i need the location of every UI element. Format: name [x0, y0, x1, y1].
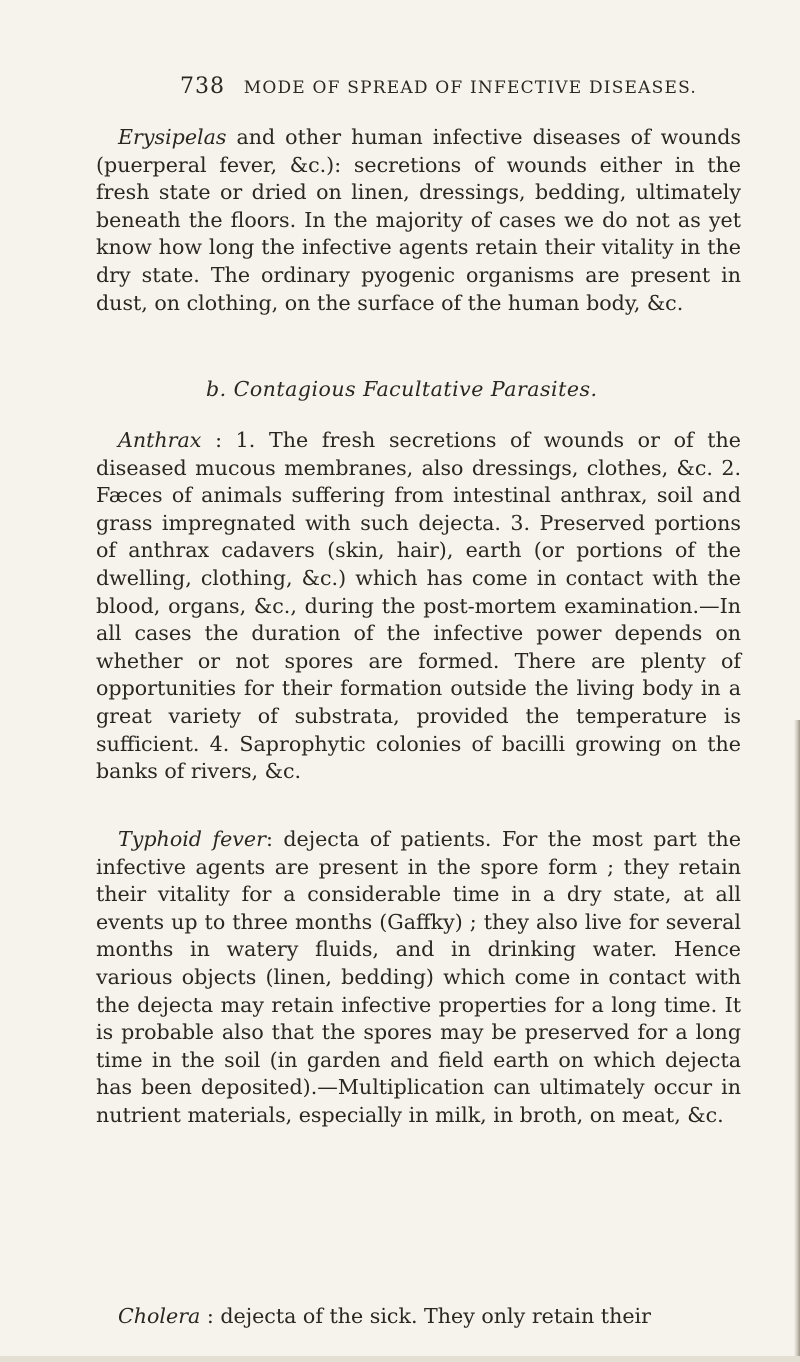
paragraph-text: and other human infective diseases of wounds (puerperal fever, &c.): secretions of wounds either in the fresh state or dried on linen, dressings, bedding, ultimately beneath the floors. In the majority of cases we do not as yet know how long the infective agents retain their vitality in the dry state. The ordinary pyogenic organisms are present in dust, on clothing, on the surface of the human body, &c. [96, 125, 741, 315]
paragraph-text: : dejecta of the sick. They only retain their [200, 1304, 651, 1328]
lead-term: Typhoid fever [118, 827, 266, 851]
lead-term: Cholera [118, 1304, 201, 1328]
lead-term: Erysipelas [118, 125, 227, 149]
paragraph-typhoid [96, 826, 741, 1130]
lead-term: Anthrax [118, 428, 202, 452]
paragraph-cholera [96, 1303, 741, 1331]
page-edge-shadow [794, 720, 800, 1362]
paragraph-text: : 1. The fresh secretions of wounds or of the diseased mucous membranes, also dressings, clothes, &c. 2. Fæces of animals suffering from intestinal anthrax, soil and grass impregnated with such dejecta. 3. Preserved portions of anthrax cadavers (skin, hair), earth (or portions of the dwelling, clothing, &c.) which has come in contact with the blood, organs, &c., during the post-mortem examination.—In all cases the duration of the infective power depends on whether or not spores are formed. There are plenty of opportunities for their formation outside the living body in a great variety of substrata, provided the temperature is sufficient. 4. Saprophytic colonies of bacilli growing on the banks of rivers, &c. [96, 428, 741, 784]
section-heading: b. Contagious Facultative Parasites. [206, 377, 598, 401]
running-header [180, 74, 697, 99]
running-title: MODE OF SPREAD OF INFECTIVE DISEASES. [243, 78, 697, 98]
page-bottom-edge [0, 1356, 800, 1362]
paragraph-erysipelas [96, 124, 741, 317]
page-number: 738 [180, 74, 225, 99]
paragraph-anthrax [96, 427, 741, 786]
paragraph-text: : dejecta of patients. For the most part the infective agents are present in the spore form ; they retain their vitality for a considerable time in a dry state, at all events up to three months (Gaffky) ; they also live for several months in watery fluids, and in drinking water. Hence various objects (linen, bedding) which come in contact with the dejecta may retain infective properties for a long time. It is probable also that the spores may be preserved for a long time in the soil (in garden and field earth on which dejecta has been deposited).—Multiplication can ultimately occur in nutrient materials, especially in milk, in broth, on meat, &c. [96, 827, 742, 1127]
